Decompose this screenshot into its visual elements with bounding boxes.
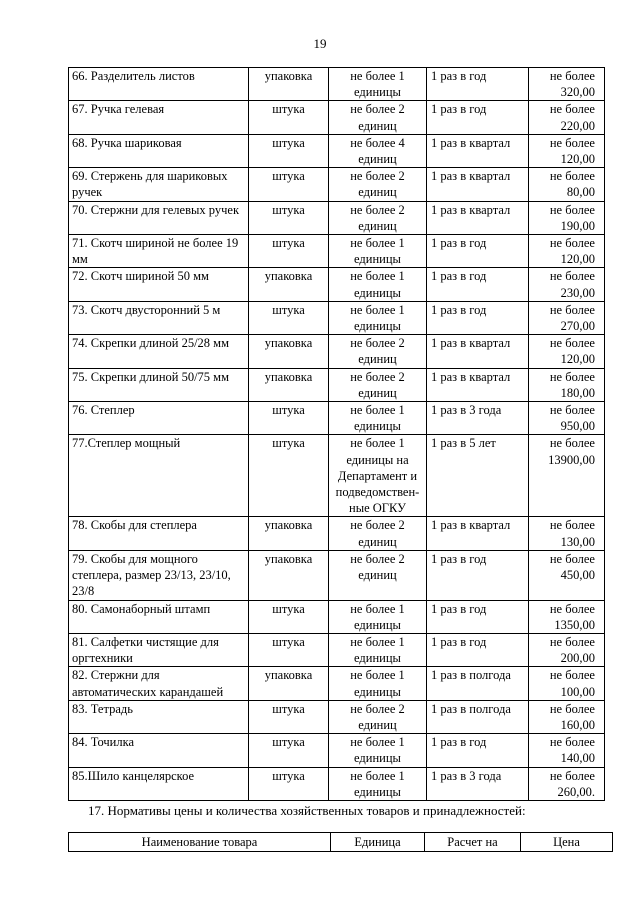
frequency-cell: 1 раз в год (427, 734, 529, 767)
item-name-cell: 78. Скобы для степлера (69, 517, 249, 550)
frequency-cell: 1 раз в год (427, 101, 529, 134)
frequency-cell: 1 раз в год (427, 301, 529, 334)
unit-cell: упаковка (249, 335, 329, 368)
item-name-cell: 67. Ручка гелевая (69, 101, 249, 134)
price-cell: не более 130,00 (529, 517, 605, 550)
unit-cell: штука (249, 101, 329, 134)
table-row (69, 68, 605, 101)
price-cell: не более 190,00 (529, 201, 605, 234)
frequency-cell: 1 раз в год (427, 268, 529, 301)
frequency-cell: 1 раз в квартал (427, 368, 529, 401)
quantity-cell: не более 1 единицы (329, 734, 427, 767)
table-row (69, 600, 605, 633)
quantity-cell: не более 1 единицы (329, 301, 427, 334)
frequency-cell: 1 раз в 3 года (427, 767, 529, 800)
header-row (69, 833, 613, 852)
quantity-cell: не более 2 единиц (329, 550, 427, 600)
table-row (69, 235, 605, 268)
table-row (69, 201, 605, 234)
quantity-cell: не более 2 единиц (329, 201, 427, 234)
unit-cell: штука (249, 134, 329, 167)
table-row (69, 301, 605, 334)
item-name-cell: 72. Скотч шириной 50 мм (69, 268, 249, 301)
frequency-cell: 1 раз в 3 года (427, 402, 529, 435)
unit-cell: штука (249, 235, 329, 268)
table-row (69, 168, 605, 201)
item-name-cell: 77.Степлер мощный (69, 435, 249, 517)
header-cell-calc: Расчет на (425, 833, 521, 852)
frequency-cell: 1 раз в квартал (427, 168, 529, 201)
frequency-cell: 1 раз в квартал (427, 201, 529, 234)
price-cell: не более 120,00 (529, 335, 605, 368)
header-cell-unit: Единица (331, 833, 425, 852)
item-name-cell: 68. Ручка шариковая (69, 134, 249, 167)
table-row (69, 435, 605, 517)
page-number: 19 (313, 36, 327, 51)
table-row (69, 368, 605, 401)
item-name-cell: 70. Стержни для гелевых ручек (69, 201, 249, 234)
price-cell: не более 13900,00 (529, 435, 605, 517)
header-cell-name: Наименование товара (69, 833, 331, 852)
frequency-cell: 1 раз в квартал (427, 517, 529, 550)
price-cell: не более 220,00 (529, 101, 605, 134)
price-cell: не более 260,00. (529, 767, 605, 800)
item-name-cell: 85.Шило канцелярское (69, 767, 249, 800)
quantity-cell: не более 1 единицы (329, 68, 427, 101)
quantity-cell: не более 2 единиц (329, 101, 427, 134)
unit-cell: упаковка (249, 667, 329, 700)
item-name-cell: 66. Разделитель листов (69, 68, 249, 101)
unit-cell: упаковка (249, 550, 329, 600)
unit-cell: штука (249, 633, 329, 666)
item-name-cell: 83. Тетрадь (69, 700, 249, 733)
item-name-cell: 82. Стержни для автоматических карандашей (69, 667, 249, 700)
item-name-cell: 75. Скрепки длиной 50/75 мм (69, 368, 249, 401)
unit-cell: штука (249, 402, 329, 435)
table-row (69, 268, 605, 301)
price-cell: не более 950,00 (529, 402, 605, 435)
frequency-cell: 1 раз в квартал (427, 335, 529, 368)
quantity-cell: не более 2 единиц (329, 335, 427, 368)
item-name-cell: 81. Салфетки чистящие для оргтехники (69, 633, 249, 666)
unit-cell: штука (249, 168, 329, 201)
frequency-cell: 1 раз в квартал (427, 134, 529, 167)
quantity-cell: не более 1 единицы (329, 767, 427, 800)
frequency-cell: 1 раз в год (427, 633, 529, 666)
table-row (69, 550, 605, 600)
unit-cell: упаковка (249, 268, 329, 301)
table-row (69, 335, 605, 368)
quantity-cell: не более 2 единиц (329, 368, 427, 401)
price-cell: не более 120,00 (529, 235, 605, 268)
header-cell-price: Цена (521, 833, 613, 852)
unit-cell: упаковка (249, 68, 329, 101)
price-cell: не более 270,00 (529, 301, 605, 334)
table-row (69, 134, 605, 167)
price-cell: не более 200,00 (529, 633, 605, 666)
section-heading: 17. Нормативы цены и количества хозяйственных товаров и принадлежностей: (88, 803, 526, 818)
frequency-cell: 1 раз в год (427, 68, 529, 101)
unit-cell: штука (249, 734, 329, 767)
item-name-cell: 76. Степлер (69, 402, 249, 435)
quantity-cell: не более 1 единицы на Департамент и подведомствен- ные ОГКУ (329, 435, 427, 517)
price-cell: не более 1350,00 (529, 600, 605, 633)
unit-cell: штука (249, 301, 329, 334)
quantity-cell: не более 4 единиц (329, 134, 427, 167)
quantity-cell: не более 2 единиц (329, 168, 427, 201)
price-cell: не более 120,00 (529, 134, 605, 167)
household-goods-table-header (68, 832, 613, 852)
quantity-cell: не более 1 единицы (329, 667, 427, 700)
item-name-cell: 73. Скотч двусторонний 5 м (69, 301, 249, 334)
item-name-cell: 79. Скобы для мощного степлера, размер 23/13, 23/10, 23/8 (69, 550, 249, 600)
frequency-cell: 1 раз в 5 лет (427, 435, 529, 517)
unit-cell: штука (249, 435, 329, 517)
price-cell: не более 100,00 (529, 667, 605, 700)
quantity-cell: не более 1 единицы (329, 600, 427, 633)
quantity-cell: не более 1 единицы (329, 268, 427, 301)
item-name-cell: 69. Стержень для шариковых ручек (69, 168, 249, 201)
table-row (69, 101, 605, 134)
item-name-cell: 74. Скрепки длиной 25/28 мм (69, 335, 249, 368)
table-row (69, 734, 605, 767)
unit-cell: штука (249, 201, 329, 234)
price-cell: не более 230,00 (529, 268, 605, 301)
unit-cell: штука (249, 767, 329, 800)
price-cell: не более 320,00 (529, 68, 605, 101)
unit-cell: упаковка (249, 368, 329, 401)
item-name-cell: 80. Самонаборный штамп (69, 600, 249, 633)
price-cell: не более 160,00 (529, 700, 605, 733)
price-cell: не более 140,00 (529, 734, 605, 767)
item-name-cell: 84. Точилка (69, 734, 249, 767)
price-cell: не более 180,00 (529, 368, 605, 401)
table-row (69, 402, 605, 435)
item-name-cell: 71. Скотч шириной не более 19 мм (69, 235, 249, 268)
frequency-cell: 1 раз в полгода (427, 667, 529, 700)
frequency-cell: 1 раз в полгода (427, 700, 529, 733)
table-row (69, 767, 605, 800)
unit-cell: упаковка (249, 517, 329, 550)
table-row (69, 633, 605, 666)
table-row (69, 700, 605, 733)
price-cell: не более 80,00 (529, 168, 605, 201)
unit-cell: штука (249, 600, 329, 633)
quantity-cell: не более 1 единицы (329, 633, 427, 666)
quantity-cell: не более 1 единицы (329, 402, 427, 435)
unit-cell: штука (249, 700, 329, 733)
quantity-cell: не более 1 единицы (329, 235, 427, 268)
table-row (69, 667, 605, 700)
price-cell: не более 450,00 (529, 550, 605, 600)
quantity-cell: не более 2 единиц (329, 517, 427, 550)
stationery-norms-table (68, 67, 605, 801)
frequency-cell: 1 раз в год (427, 600, 529, 633)
table-row (69, 517, 605, 550)
frequency-cell: 1 раз в год (427, 550, 529, 600)
table-body (69, 68, 605, 801)
quantity-cell: не более 2 единиц (329, 700, 427, 733)
frequency-cell: 1 раз в год (427, 235, 529, 268)
